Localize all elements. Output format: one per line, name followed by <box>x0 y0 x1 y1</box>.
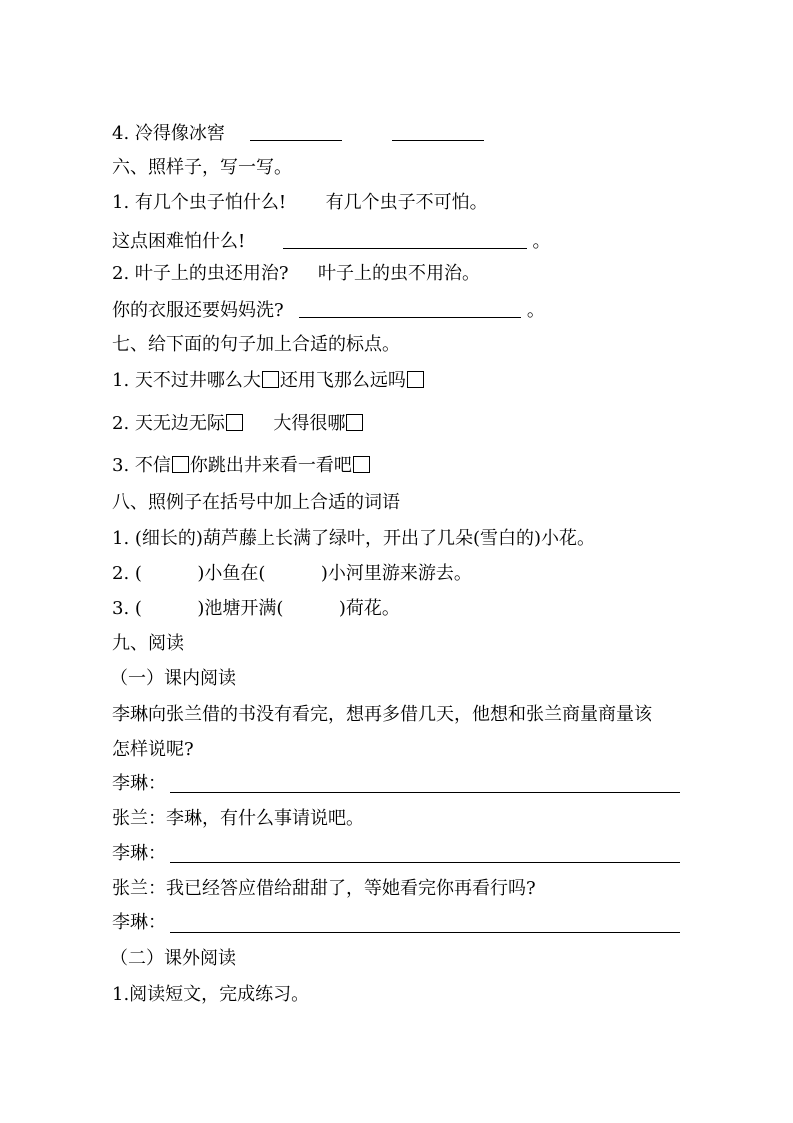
section-9-heading: 九、阅读 <box>112 633 184 654</box>
section-8-example: 1. (细长的)葫芦藤上长满了绿叶，开出了几朵(雪白的)小花。 <box>112 528 595 549</box>
passage-line-2: 怎样说呢? <box>112 739 194 760</box>
punctuation-box[interactable] <box>353 456 370 473</box>
punctuation-item-1: 1. 天不过井哪么大 还用飞那么远吗 <box>112 368 425 394</box>
answer-line[interactable] <box>170 932 680 933</box>
section-8-item-3: 3. ( )池塘开满( )荷花。 <box>112 598 400 619</box>
punctuation-box[interactable] <box>407 371 424 388</box>
section-7-heading: 七、给下面的句子加上合适的标点。 <box>112 334 400 355</box>
punctuation-item-3: 3. 不信 你跳出井来看一看吧 <box>112 453 371 479</box>
punctuation-box[interactable] <box>172 456 189 473</box>
section-6-example-1: 1. 有几个虫子怕什么! 有几个虫子不可怕。 <box>112 192 488 213</box>
answer-blank[interactable] <box>392 120 484 141</box>
punctuation-box[interactable] <box>226 414 243 431</box>
exercise-1-instruction: 1.阅读短文，完成练习。 <box>112 984 310 1005</box>
question-4: 4. 冷得像冰窖 <box>112 120 484 146</box>
punctuation-item-2: 2. 天无边无际 大得很哪 <box>112 411 364 437</box>
punctuation-box[interactable] <box>346 414 363 431</box>
answer-blank[interactable] <box>299 297 521 318</box>
answer-blank[interactable] <box>283 228 527 249</box>
section-6-exercise-1: 这点困难怕什么! 。 <box>112 228 550 254</box>
section-8-heading: 八、照例子在括号中加上合适的词语 <box>112 492 400 513</box>
passage-line-1: 李琳向张兰借的书没有看完，想再多借几天，他想和张兰商量商量该 <box>112 704 652 725</box>
section-6-exercise-2: 你的衣服还要妈妈洗? 。 <box>112 297 545 323</box>
answer-line[interactable] <box>170 862 680 863</box>
dialogue-zhang-1: 张兰：李琳，有什么事请说吧。 <box>112 808 364 829</box>
answer-line[interactable] <box>170 792 680 793</box>
section-8-item-2: 2. ( )小鱼在( )小河里游来游去。 <box>112 563 472 584</box>
dialogue-label-li: 李琳： <box>112 773 166 794</box>
subsection-1-heading: （一）课内阅读 <box>110 668 236 689</box>
punctuation-box[interactable] <box>262 371 279 388</box>
subsection-2-heading: （二）课外阅读 <box>110 948 236 969</box>
dialogue-label-li: 李琳： <box>112 912 166 933</box>
dialogue-label-li: 李琳： <box>112 843 166 864</box>
answer-blank[interactable] <box>250 120 342 141</box>
section-6-heading: 六、照样子，写一写。 <box>112 157 292 178</box>
section-6-example-2: 2. 叶子上的虫还用治? 叶子上的虫不用治。 <box>112 263 481 284</box>
dialogue-zhang-2: 张兰：我已经答应借给甜甜了，等她看完你再看行吗? <box>112 878 536 899</box>
